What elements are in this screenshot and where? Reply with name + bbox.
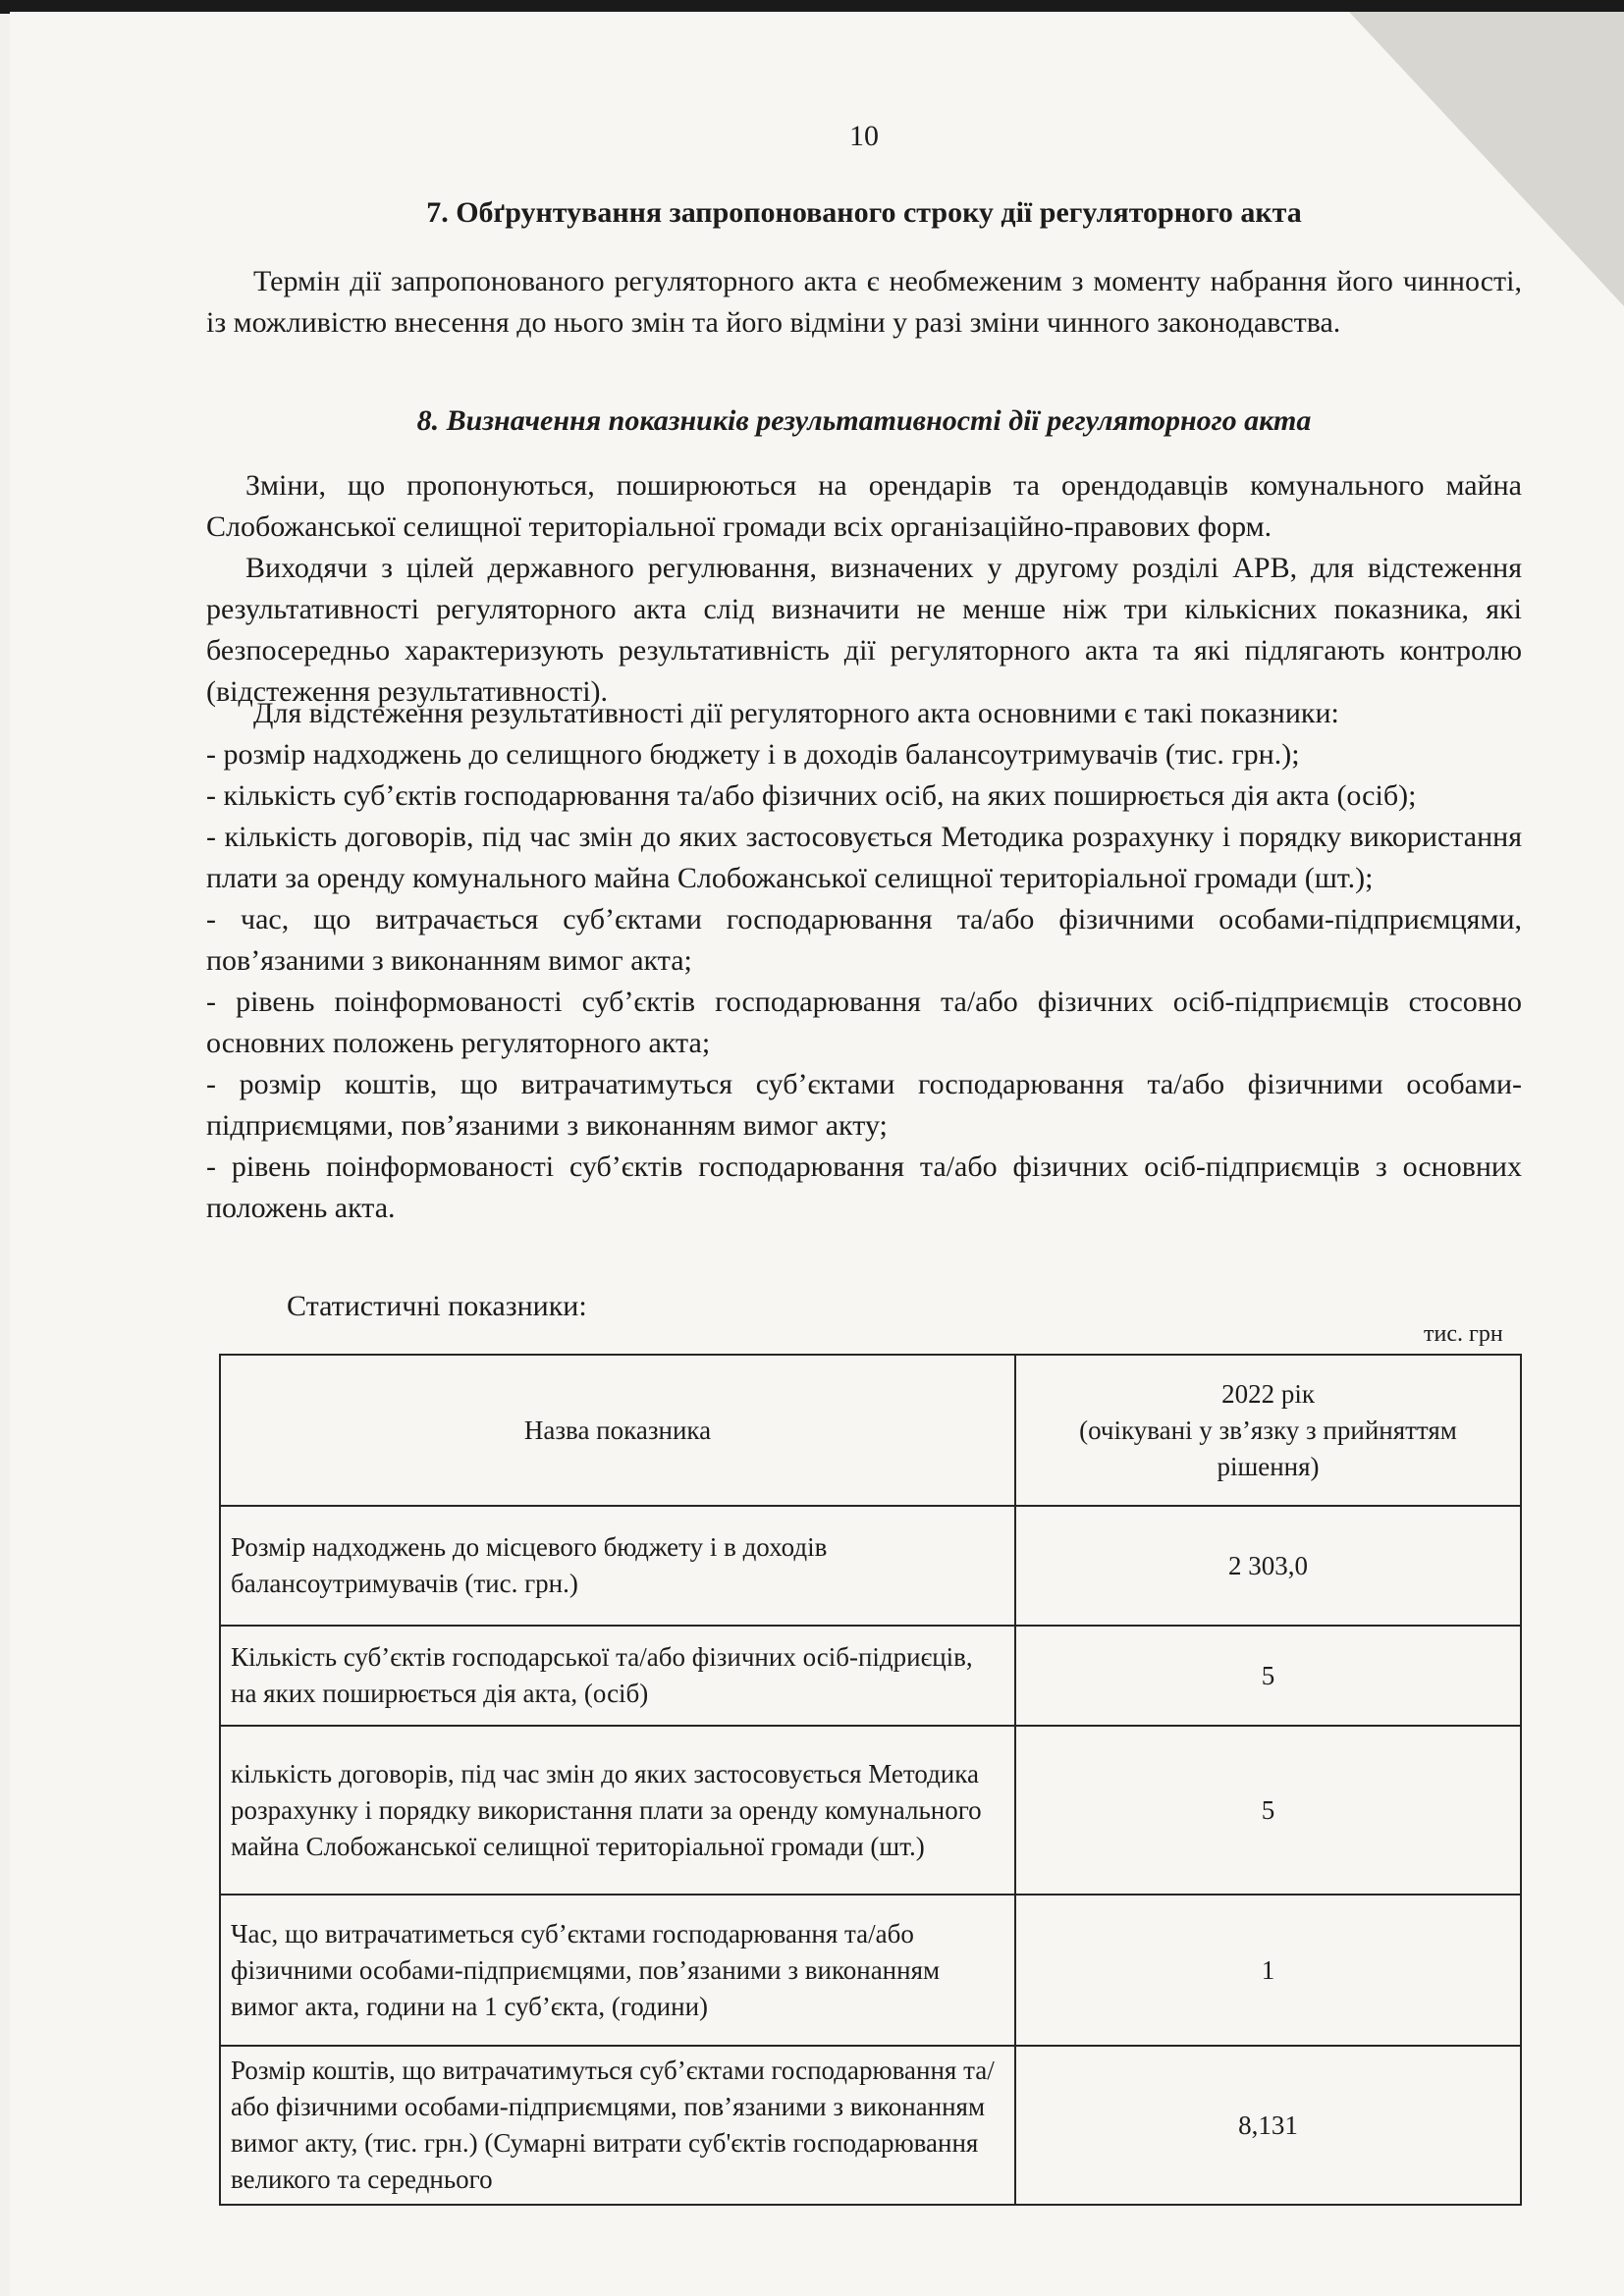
list-item: - кількість суб’єктів господарювання та/або фізичних осіб, на яких поширюється дія акта (осіб); [206,779,1417,812]
list-item: - рівень поінформованості суб’єктів господарювання та/або фізичних осіб-підприємців стосовно основних положень регуляторного акта; [206,986,1522,1059]
list-item: - рівень поінформованості суб’єктів господарювання та/або фізичних осіб-підприємців з основних положень акта. [206,1150,1522,1224]
column-header-indicator: Назва показника [220,1355,1015,1506]
list-item: - розмір надходжень до селищного бюджету і в доходів балансоутримувачів (тис. грн.); [206,738,1300,771]
table-row [220,1895,1521,2046]
cell-indicator: Кількість суб’єктів господарської та/або фізичних осіб-підриєців, на яких поширюється дія акта, (осіб) [220,1626,1015,1726]
cell-indicator: Розмір коштів, що витрачатимуться суб’єктами господарювання та/або фізичними особами-підприємцями, пов’язаними з виконанням вимог акту, (тис. грн.) (Сумарні витрати суб'єктів господарювання великого та середнього [220,2046,1015,2205]
list-item: - час, що витрачається суб’єктами господарювання та/або фізичними особами-підприємцями, пов’язаними з виконанням вимог акта; [206,903,1522,977]
list-item: - кількість договорів, під час змін до яких застосовується Методика розрахунку і порядку використання плати за оренду комунального майна Слобожанської селищної територіальної громади (шт.); [206,821,1522,894]
cell-value: 5 [1015,1626,1521,1726]
cell-value: 8,131 [1015,2046,1521,2205]
section-8-paragraph-indicators: Для відстеження результативності дії регуляторного акта основними є такі показники: [253,697,1339,729]
section-7-paragraph: Термін дії запропонованого регуляторного акта є необмеженим з моменту набрання його чинності, із можливістю внесення до нього змін та його відміни у разі зміни чинного законодавства. [206,265,1522,339]
table-row [220,1626,1521,1726]
indicator-list [206,734,1522,1229]
cell-value: 2 303,0 [1015,1506,1521,1626]
cell-value: 1 [1015,1895,1521,2046]
unit-label: тис. грн [1424,1321,1503,1347]
section-7-heading: 7. Обґрунтування запропонованого строку дії регуляторного акта [426,196,1302,229]
column-header-year: 2022 рік (очікувані у зв’язку з прийняттям рішення) [1015,1355,1521,1506]
section-8-paragraph-goals: Виходячи з цілей державного регулювання, визначених у другому розділі АРВ, для відстеження результативності регуляторного акта слід визначити не менше ніж три кількісних показника, які безпосередньо характеризують результативність дії регуляторного акта та які підлягають контролю (відстеження результативності). [206,552,1522,708]
table-row [220,1506,1521,1626]
table-header-row [220,1355,1521,1506]
document-page [10,12,1624,2296]
cell-indicator: Час, що витрачатиметься суб’єктами господарювання та/або фізичними особами-підприємцями, пов’язаними з виконанням вимог акта, години на 1 суб’єкта, (години) [220,1895,1015,2046]
cell-indicator: Розмір надходжень до місцевого бюджету і в доходів балансоутримувачів (тис. грн.) [220,1506,1015,1626]
table-row [220,1726,1521,1895]
cell-indicator: кількість договорів, під час змін до яких застосовується Методика розрахунку і порядку використання плати за оренду комунального майна Слобожанської селищної територіальної громади (шт.) [220,1726,1015,1895]
page-number: 10 [849,120,879,152]
cell-value: 5 [1015,1726,1521,1895]
list-item: - розмір коштів, що витрачатимуться суб’єктами господарювання та/або фізичними особами-підприємцями, пов’язаними з виконанням вимог акту; [206,1068,1522,1142]
section-8-paragraph-scope: Зміни, що пропонуються, поширюються на орендарів та орендодавців комунального майна Слобожанської селищної територіальної громади всіх організаційно-правових форм. [206,469,1522,543]
section-8-heading: 8. Визначення показників результативності дії регуляторного акта [416,404,1312,437]
table-row [220,2046,1521,2205]
statistics-label: Статистичні показники: [287,1290,587,1322]
statistics-table [219,1354,1522,2206]
